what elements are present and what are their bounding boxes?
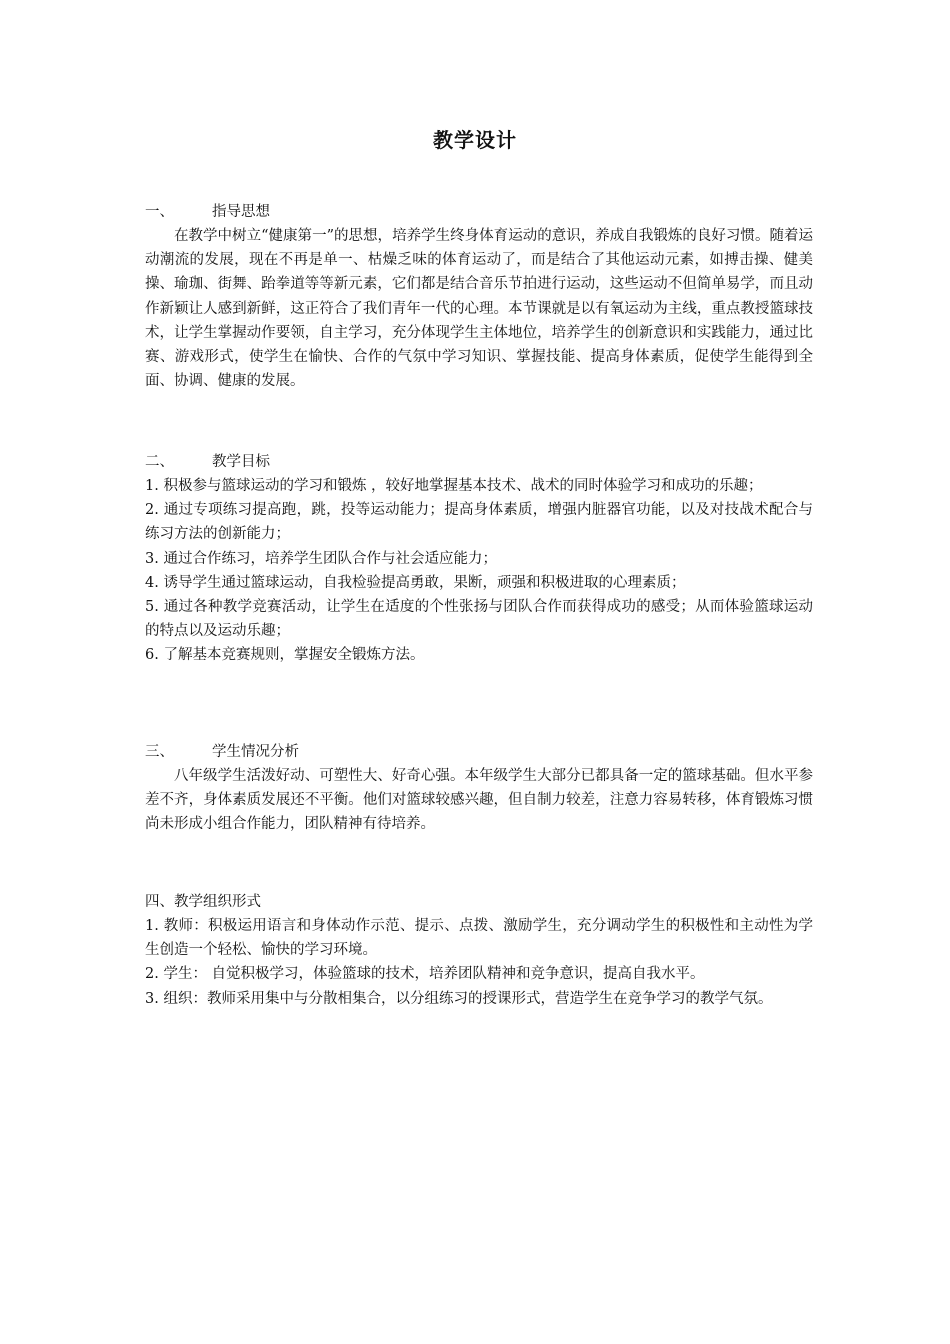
section-paragraph: 八年级学生活泼好动、可塑性大、好奇心强。本年级学生大部分已都具备一定的篮球基础。但水平参差不齐，身体素质发展还不平衡。他们对篮球较感兴趣，但自制力较差，注意力容易转移，体育锻炼习惯尚未形成小组合作能力，团队精神有待培养。 — [145, 768, 813, 833]
section-heading — [145, 740, 813, 764]
list-item: 3. 组织：教师采用集中与分散相集合，以分组练习的授课形式，营造学生在竞争学习的教学气氛。 — [145, 990, 773, 1007]
list-item: 2. 通过专项练习提高跑，跳，投等运动能力；提高身体素质，增强内脏器官功能，以及对技战术配合与练习方法的创新能力； — [145, 502, 813, 543]
section-number: 二、 — [145, 454, 174, 470]
list-item: 3. 通过合作练习，培养学生团队合作与社会适应能力； — [145, 550, 497, 567]
section-number: 三、 — [145, 744, 174, 760]
list-item: 1. 教师：积极运用语言和身体动作示范、提示、点拨、激励学生，充分调动学生的积极性和主动性为学生创造一个轻松、愉快的学习环境。 — [145, 918, 813, 959]
section-paragraph: 在教学中树立“健康第一”的思想，培养学生终身体育运动的意识，养成自我锻炼的良好习惯。随着运动潮流的发展，现在不再是单一、枯燥乏味的体育运动了，而是结合了其他运动元素，如搏击操、健美操、瑜珈、街舞、跆拳道等等新元素，它们都是结合音乐节拍进行运动，这些运动不但简单易学，而且动作新颖让人感到新鲜，这正符合了我们青年一代的心理。本节课就是以有氧运动为主线，重点教授篮球技术，让学生掌握动作要领，自主学习，充分体现学生主体地位，培养学生的创新意识和实践能力，通过比赛、游戏形式，使学生在愉快、合作的气氛中学习知识、掌握技能、提高身体素质，促使学生能得到全面、协调、健康的发展。 — [145, 228, 813, 390]
section-heading-text: 教学目标 — [212, 454, 270, 470]
section-heading — [145, 200, 813, 224]
section-heading-text: 四、教学组织形式 — [145, 894, 261, 910]
list-item: 4. 诱导学生通过篮球运动，自我检验提高勇敢，果断，顽强和积极进取的心理素质； — [145, 574, 686, 591]
section-organization-form — [145, 890, 813, 1011]
section-guiding-ideology — [145, 200, 813, 393]
section-heading-text: 指导思想 — [212, 204, 270, 220]
goal-list — [145, 474, 813, 668]
list-item: 5. 通过各种教学竞赛活动，让学生在适度的个性张扬与团队合作而获得成功的感受；从而体验篮球运动的特点以及运动乐趣； — [145, 599, 813, 640]
organization-list — [145, 914, 813, 1011]
list-item: 1. 积极参与篮球运动的学习和锻炼 ，较好地掌握基本技术、战术的同时体验学习和成功的乐趣； — [145, 478, 763, 494]
section-heading — [145, 450, 813, 474]
section-teaching-goals — [145, 450, 813, 668]
list-item: 6. 了解基本竞赛规则，掌握安全锻炼方法。 — [145, 647, 425, 664]
document-title: 教学设计 — [433, 128, 517, 152]
list-item: 2. 学生： 自觉积极学习，体验篮球的技术，培养团队精神和竞争意识，提高自我水平。 — [145, 966, 705, 983]
section-student-analysis — [145, 740, 813, 837]
section-number: 一、 — [145, 204, 174, 220]
section-heading-text: 学生情况分析 — [212, 744, 299, 760]
section-heading — [145, 890, 813, 914]
